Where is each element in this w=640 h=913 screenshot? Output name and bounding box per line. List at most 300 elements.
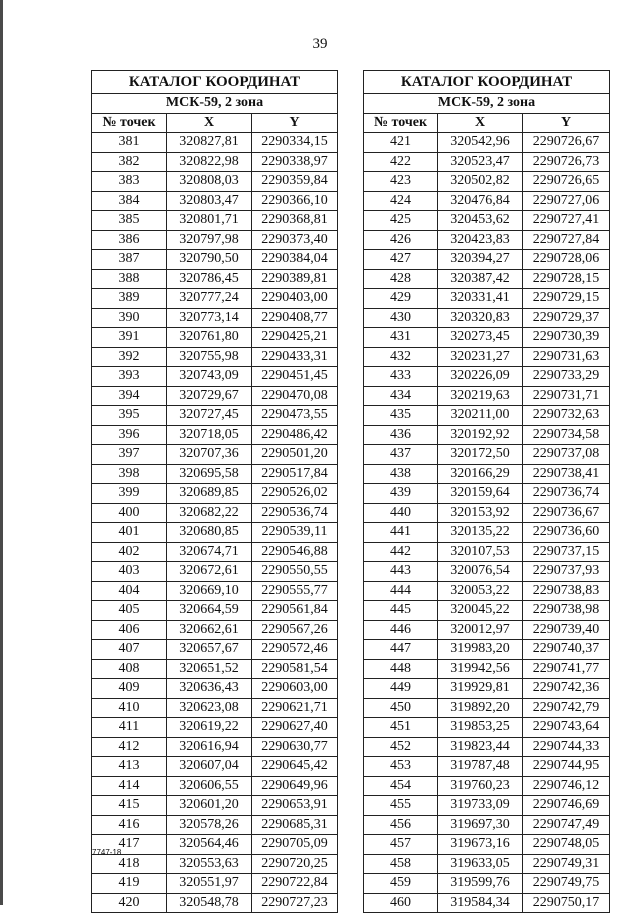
point-number-cell: 411 xyxy=(92,718,167,738)
x-coordinate-cell: 320682,22 xyxy=(167,503,252,523)
y-coordinate-cell: 2290737,15 xyxy=(523,542,610,562)
catalog-subtitle: МСК-59, 2 зона xyxy=(92,94,338,114)
point-number-cell: 457 xyxy=(364,835,438,855)
x-coordinate-cell: 320226,09 xyxy=(438,367,523,387)
x-coordinate-cell: 320729,67 xyxy=(167,386,252,406)
y-coordinate-cell: 2290738,98 xyxy=(523,601,610,621)
x-coordinate-cell: 320761,80 xyxy=(167,328,252,348)
y-coordinate-cell: 2290359,84 xyxy=(252,172,338,192)
point-number-cell: 432 xyxy=(364,347,438,367)
x-coordinate-cell: 320674,71 xyxy=(167,542,252,562)
y-coordinate-cell: 2290384,04 xyxy=(252,250,338,270)
y-coordinate-cell: 2290749,75 xyxy=(523,874,610,894)
point-number-cell: 445 xyxy=(364,601,438,621)
table-row xyxy=(364,250,610,270)
x-coordinate-cell: 320045,22 xyxy=(438,601,523,621)
column-header-x: X xyxy=(167,113,252,133)
table-row xyxy=(92,581,338,601)
x-coordinate-cell: 320387,42 xyxy=(438,269,523,289)
catalog-title: КАТАЛОГ КООРДИНАТ xyxy=(92,71,338,94)
point-number-cell: 397 xyxy=(92,445,167,465)
table-row xyxy=(92,211,338,231)
table-row xyxy=(92,484,338,504)
y-coordinate-cell: 2290744,95 xyxy=(523,757,610,777)
point-number-cell: 399 xyxy=(92,484,167,504)
table-row xyxy=(364,659,610,679)
x-coordinate-cell: 320601,20 xyxy=(167,796,252,816)
x-coordinate-cell: 320755,98 xyxy=(167,347,252,367)
point-number-cell: 421 xyxy=(364,133,438,153)
y-coordinate-cell: 2290737,08 xyxy=(523,445,610,465)
y-coordinate-cell: 2290389,81 xyxy=(252,269,338,289)
x-coordinate-cell: 320320,83 xyxy=(438,308,523,328)
table-row xyxy=(364,893,610,913)
y-coordinate-cell: 2290555,77 xyxy=(252,581,338,601)
table-row xyxy=(364,835,610,855)
point-number-cell: 442 xyxy=(364,542,438,562)
y-coordinate-cell: 2290425,21 xyxy=(252,328,338,348)
x-coordinate-cell: 320166,29 xyxy=(438,464,523,484)
x-coordinate-cell: 320523,47 xyxy=(438,152,523,172)
x-coordinate-cell: 320801,71 xyxy=(167,211,252,231)
point-number-cell: 413 xyxy=(92,757,167,777)
y-coordinate-cell: 2290749,31 xyxy=(523,854,610,874)
catalog-subtitle: МСК-59, 2 зона xyxy=(364,94,610,114)
x-coordinate-cell: 320680,85 xyxy=(167,523,252,543)
table-row xyxy=(364,679,610,699)
x-coordinate-cell: 319733,09 xyxy=(438,796,523,816)
table-row xyxy=(364,211,610,231)
y-coordinate-cell: 2290727,84 xyxy=(523,230,610,250)
table-row xyxy=(364,347,610,367)
x-coordinate-cell: 320803,47 xyxy=(167,191,252,211)
point-number-cell: 407 xyxy=(92,640,167,660)
table-row xyxy=(92,367,338,387)
x-coordinate-cell: 320777,24 xyxy=(167,289,252,309)
x-coordinate-cell: 320273,45 xyxy=(438,328,523,348)
page-number: 39 xyxy=(312,36,328,52)
y-coordinate-cell: 2290373,40 xyxy=(252,230,338,250)
point-number-cell: 428 xyxy=(364,269,438,289)
x-coordinate-cell: 320135,22 xyxy=(438,523,523,543)
table-row xyxy=(92,347,338,367)
point-number-cell: 384 xyxy=(92,191,167,211)
x-coordinate-cell: 320651,52 xyxy=(167,659,252,679)
y-coordinate-cell: 2290729,15 xyxy=(523,289,610,309)
table-row xyxy=(92,854,338,874)
table-row xyxy=(364,796,610,816)
point-number-cell: 455 xyxy=(364,796,438,816)
table-row xyxy=(92,523,338,543)
point-number-cell: 454 xyxy=(364,776,438,796)
point-number-cell: 386 xyxy=(92,230,167,250)
point-number-cell: 403 xyxy=(92,562,167,582)
x-coordinate-cell: 320578,26 xyxy=(167,815,252,835)
table-row xyxy=(92,620,338,640)
x-coordinate-cell: 320331,41 xyxy=(438,289,523,309)
table-row xyxy=(92,679,338,699)
x-coordinate-cell: 319599,76 xyxy=(438,874,523,894)
point-number-cell: 430 xyxy=(364,308,438,328)
x-coordinate-cell: 320619,22 xyxy=(167,718,252,738)
y-coordinate-cell: 2290742,36 xyxy=(523,679,610,699)
point-number-cell: 433 xyxy=(364,367,438,387)
table-row xyxy=(92,737,338,757)
y-coordinate-cell: 2290733,29 xyxy=(523,367,610,387)
point-number-cell: 427 xyxy=(364,250,438,270)
point-number-cell: 382 xyxy=(92,152,167,172)
x-coordinate-cell: 320053,22 xyxy=(438,581,523,601)
point-number-cell: 458 xyxy=(364,854,438,874)
point-number-cell: 441 xyxy=(364,523,438,543)
table-row xyxy=(364,133,610,153)
y-coordinate-cell: 2290726,65 xyxy=(523,172,610,192)
y-coordinate-cell: 2290653,91 xyxy=(252,796,338,816)
point-number-cell: 418 xyxy=(92,854,167,874)
table-row xyxy=(364,601,610,621)
table-row xyxy=(364,698,610,718)
point-number-cell: 425 xyxy=(364,211,438,231)
x-coordinate-cell: 320672,61 xyxy=(167,562,252,582)
table-row xyxy=(92,445,338,465)
point-number-cell: 387 xyxy=(92,250,167,270)
table-row xyxy=(364,328,610,348)
point-number-cell: 383 xyxy=(92,172,167,192)
point-number-cell: 410 xyxy=(92,698,167,718)
point-number-cell: 388 xyxy=(92,269,167,289)
column-header-point-number: № точек xyxy=(92,113,167,133)
y-coordinate-cell: 2290726,67 xyxy=(523,133,610,153)
table-row xyxy=(364,386,610,406)
y-coordinate-cell: 2290517,84 xyxy=(252,464,338,484)
table-row xyxy=(92,406,338,426)
point-number-cell: 450 xyxy=(364,698,438,718)
x-coordinate-cell: 320153,92 xyxy=(438,503,523,523)
x-coordinate-cell: 320636,43 xyxy=(167,679,252,699)
y-coordinate-cell: 2290743,64 xyxy=(523,718,610,738)
x-coordinate-cell: 319760,23 xyxy=(438,776,523,796)
table-row xyxy=(92,815,338,835)
table-row xyxy=(92,289,338,309)
point-number-cell: 391 xyxy=(92,328,167,348)
table-row xyxy=(364,425,610,445)
point-number-cell: 459 xyxy=(364,874,438,894)
point-number-cell: 443 xyxy=(364,562,438,582)
x-coordinate-cell: 320773,14 xyxy=(167,308,252,328)
table-row xyxy=(364,523,610,543)
point-number-cell: 429 xyxy=(364,289,438,309)
x-coordinate-cell: 320827,81 xyxy=(167,133,252,153)
table-row xyxy=(364,230,610,250)
point-number-cell: 423 xyxy=(364,172,438,192)
x-coordinate-cell: 320689,85 xyxy=(167,484,252,504)
table-row xyxy=(364,640,610,660)
table-row xyxy=(364,172,610,192)
table-row xyxy=(92,659,338,679)
table-row xyxy=(92,191,338,211)
y-coordinate-cell: 2290729,37 xyxy=(523,308,610,328)
point-number-cell: 460 xyxy=(364,893,438,913)
point-number-cell: 456 xyxy=(364,815,438,835)
table-row xyxy=(364,718,610,738)
table-row xyxy=(364,445,610,465)
point-number-cell: 381 xyxy=(92,133,167,153)
table-row xyxy=(364,464,610,484)
y-coordinate-cell: 2290334,15 xyxy=(252,133,338,153)
x-coordinate-cell: 320476,84 xyxy=(438,191,523,211)
x-coordinate-cell: 320159,64 xyxy=(438,484,523,504)
point-number-cell: 439 xyxy=(364,484,438,504)
y-coordinate-cell: 2290645,42 xyxy=(252,757,338,777)
point-number-cell: 400 xyxy=(92,503,167,523)
y-coordinate-cell: 2290603,00 xyxy=(252,679,338,699)
y-coordinate-cell: 2290748,05 xyxy=(523,835,610,855)
x-coordinate-cell: 320822,98 xyxy=(167,152,252,172)
table-row xyxy=(364,854,610,874)
y-coordinate-cell: 2290728,06 xyxy=(523,250,610,270)
table-row xyxy=(364,191,610,211)
table-row xyxy=(364,269,610,289)
table-row xyxy=(92,386,338,406)
y-coordinate-cell: 2290737,93 xyxy=(523,562,610,582)
point-number-cell: 435 xyxy=(364,406,438,426)
table-row xyxy=(364,562,610,582)
point-number-cell: 408 xyxy=(92,659,167,679)
table-row xyxy=(92,874,338,894)
x-coordinate-cell: 320012,97 xyxy=(438,620,523,640)
column-header-x: X xyxy=(438,113,523,133)
column-header-point-number: № точек xyxy=(364,113,438,133)
table-row xyxy=(92,757,338,777)
point-number-cell: 448 xyxy=(364,659,438,679)
y-coordinate-cell: 2290730,39 xyxy=(523,328,610,348)
point-number-cell: 412 xyxy=(92,737,167,757)
x-coordinate-cell: 320623,08 xyxy=(167,698,252,718)
table-row xyxy=(364,776,610,796)
x-coordinate-cell: 320707,36 xyxy=(167,445,252,465)
y-coordinate-cell: 2290572,46 xyxy=(252,640,338,660)
x-coordinate-cell: 320606,55 xyxy=(167,776,252,796)
point-number-cell: 417 xyxy=(92,835,167,855)
x-coordinate-cell: 319633,05 xyxy=(438,854,523,874)
y-coordinate-cell: 2290451,45 xyxy=(252,367,338,387)
x-coordinate-cell: 320107,53 xyxy=(438,542,523,562)
point-number-cell: 401 xyxy=(92,523,167,543)
y-coordinate-cell: 2290627,40 xyxy=(252,718,338,738)
table-row xyxy=(92,835,338,855)
y-coordinate-cell: 2290621,71 xyxy=(252,698,338,718)
y-coordinate-cell: 2290746,69 xyxy=(523,796,610,816)
table-row xyxy=(364,757,610,777)
point-number-cell: 385 xyxy=(92,211,167,231)
catalog-body xyxy=(364,133,610,913)
scan-edge xyxy=(0,0,3,905)
x-coordinate-cell: 320695,58 xyxy=(167,464,252,484)
point-number-cell: 405 xyxy=(92,601,167,621)
y-coordinate-cell: 2290720,25 xyxy=(252,854,338,874)
point-number-cell: 452 xyxy=(364,737,438,757)
y-coordinate-cell: 2290486,42 xyxy=(252,425,338,445)
y-coordinate-cell: 2290746,12 xyxy=(523,776,610,796)
table-row xyxy=(364,367,610,387)
y-coordinate-cell: 2290501,20 xyxy=(252,445,338,465)
x-coordinate-cell: 319787,48 xyxy=(438,757,523,777)
x-coordinate-cell: 320192,92 xyxy=(438,425,523,445)
point-number-cell: 414 xyxy=(92,776,167,796)
table-row xyxy=(92,133,338,153)
x-coordinate-cell: 320231,27 xyxy=(438,347,523,367)
x-coordinate-cell: 320553,63 xyxy=(167,854,252,874)
point-number-cell: 398 xyxy=(92,464,167,484)
point-number-cell: 440 xyxy=(364,503,438,523)
y-coordinate-cell: 2290408,77 xyxy=(252,308,338,328)
y-coordinate-cell: 2290705,09 xyxy=(252,835,338,855)
y-coordinate-cell: 2290742,79 xyxy=(523,698,610,718)
y-coordinate-cell: 2290685,31 xyxy=(252,815,338,835)
y-coordinate-cell: 2290731,63 xyxy=(523,347,610,367)
table-row xyxy=(92,172,338,192)
table-row xyxy=(364,815,610,835)
table-row xyxy=(364,406,610,426)
y-coordinate-cell: 2290736,74 xyxy=(523,484,610,504)
point-number-cell: 406 xyxy=(92,620,167,640)
y-coordinate-cell: 2290546,88 xyxy=(252,542,338,562)
table-row xyxy=(364,581,610,601)
catalog-title: КАТАЛОГ КООРДИНАТ xyxy=(364,71,610,94)
x-coordinate-cell: 320551,97 xyxy=(167,874,252,894)
y-coordinate-cell: 2290722,84 xyxy=(252,874,338,894)
point-number-cell: 415 xyxy=(92,796,167,816)
y-coordinate-cell: 2290728,15 xyxy=(523,269,610,289)
table-row xyxy=(92,893,338,913)
point-number-cell: 434 xyxy=(364,386,438,406)
x-coordinate-cell: 320502,82 xyxy=(438,172,523,192)
x-coordinate-cell: 320786,45 xyxy=(167,269,252,289)
point-number-cell: 436 xyxy=(364,425,438,445)
y-coordinate-cell: 2290734,58 xyxy=(523,425,610,445)
point-number-cell: 416 xyxy=(92,815,167,835)
point-number-cell: 447 xyxy=(364,640,438,660)
y-coordinate-cell: 2290726,73 xyxy=(523,152,610,172)
y-coordinate-cell: 2290732,63 xyxy=(523,406,610,426)
table-row xyxy=(92,503,338,523)
x-coordinate-cell: 320662,61 xyxy=(167,620,252,640)
y-coordinate-cell: 2290744,33 xyxy=(523,737,610,757)
y-coordinate-cell: 2290649,96 xyxy=(252,776,338,796)
y-coordinate-cell: 2290473,55 xyxy=(252,406,338,426)
column-header-y: Y xyxy=(252,113,338,133)
point-number-cell: 451 xyxy=(364,718,438,738)
point-number-cell: 444 xyxy=(364,581,438,601)
x-coordinate-cell: 319823,44 xyxy=(438,737,523,757)
x-coordinate-cell: 320669,10 xyxy=(167,581,252,601)
table-row xyxy=(364,737,610,757)
x-coordinate-cell: 319892,20 xyxy=(438,698,523,718)
y-coordinate-cell: 2290470,08 xyxy=(252,386,338,406)
point-number-cell: 431 xyxy=(364,328,438,348)
point-number-cell: 396 xyxy=(92,425,167,445)
table-row xyxy=(92,698,338,718)
table-row xyxy=(92,328,338,348)
y-coordinate-cell: 2290727,41 xyxy=(523,211,610,231)
y-coordinate-cell: 2290630,77 xyxy=(252,737,338,757)
x-coordinate-cell: 320616,94 xyxy=(167,737,252,757)
y-coordinate-cell: 2290366,10 xyxy=(252,191,338,211)
table-row xyxy=(364,484,610,504)
x-coordinate-cell: 320211,00 xyxy=(438,406,523,426)
y-coordinate-cell: 2290736,67 xyxy=(523,503,610,523)
x-coordinate-cell: 320219,63 xyxy=(438,386,523,406)
y-coordinate-cell: 2290368,81 xyxy=(252,211,338,231)
x-coordinate-cell: 320172,50 xyxy=(438,445,523,465)
x-coordinate-cell: 319929,81 xyxy=(438,679,523,699)
y-coordinate-cell: 2290526,02 xyxy=(252,484,338,504)
x-coordinate-cell: 320548,78 xyxy=(167,893,252,913)
x-coordinate-cell: 319584,34 xyxy=(438,893,523,913)
point-number-cell: 402 xyxy=(92,542,167,562)
point-number-cell: 419 xyxy=(92,874,167,894)
table-row xyxy=(92,640,338,660)
point-number-cell: 390 xyxy=(92,308,167,328)
x-coordinate-cell: 320453,62 xyxy=(438,211,523,231)
x-coordinate-cell: 320790,50 xyxy=(167,250,252,270)
x-coordinate-cell: 320657,67 xyxy=(167,640,252,660)
y-coordinate-cell: 2290740,37 xyxy=(523,640,610,660)
point-number-cell: 422 xyxy=(364,152,438,172)
y-coordinate-cell: 2290738,83 xyxy=(523,581,610,601)
y-coordinate-cell: 2290750,17 xyxy=(523,893,610,913)
point-number-cell: 453 xyxy=(364,757,438,777)
table-row xyxy=(92,562,338,582)
document-code: 7747-18 xyxy=(92,848,122,857)
table-row xyxy=(92,250,338,270)
point-number-cell: 438 xyxy=(364,464,438,484)
point-number-cell: 449 xyxy=(364,679,438,699)
table-row xyxy=(92,464,338,484)
table-row xyxy=(92,796,338,816)
point-number-cell: 424 xyxy=(364,191,438,211)
table-row xyxy=(92,718,338,738)
table-row xyxy=(364,152,610,172)
x-coordinate-cell: 320564,46 xyxy=(167,835,252,855)
x-coordinate-cell: 319853,25 xyxy=(438,718,523,738)
catalog-body xyxy=(92,133,338,913)
point-number-cell: 446 xyxy=(364,620,438,640)
y-coordinate-cell: 2290433,31 xyxy=(252,347,338,367)
coordinate-catalog-table-right xyxy=(363,70,610,913)
table-row xyxy=(92,230,338,250)
x-coordinate-cell: 320664,59 xyxy=(167,601,252,621)
table-row xyxy=(364,503,610,523)
column-header-y: Y xyxy=(523,113,610,133)
point-number-cell: 392 xyxy=(92,347,167,367)
y-coordinate-cell: 2290739,40 xyxy=(523,620,610,640)
y-coordinate-cell: 2290536,74 xyxy=(252,503,338,523)
table-row xyxy=(364,874,610,894)
table-row xyxy=(92,601,338,621)
x-coordinate-cell: 320607,04 xyxy=(167,757,252,777)
point-number-cell: 389 xyxy=(92,289,167,309)
y-coordinate-cell: 2290539,11 xyxy=(252,523,338,543)
y-coordinate-cell: 2290731,71 xyxy=(523,386,610,406)
x-coordinate-cell: 319673,16 xyxy=(438,835,523,855)
y-coordinate-cell: 2290727,23 xyxy=(252,893,338,913)
x-coordinate-cell: 319983,20 xyxy=(438,640,523,660)
table-row xyxy=(92,776,338,796)
point-number-cell: 437 xyxy=(364,445,438,465)
y-coordinate-cell: 2290403,00 xyxy=(252,289,338,309)
x-coordinate-cell: 320808,03 xyxy=(167,172,252,192)
